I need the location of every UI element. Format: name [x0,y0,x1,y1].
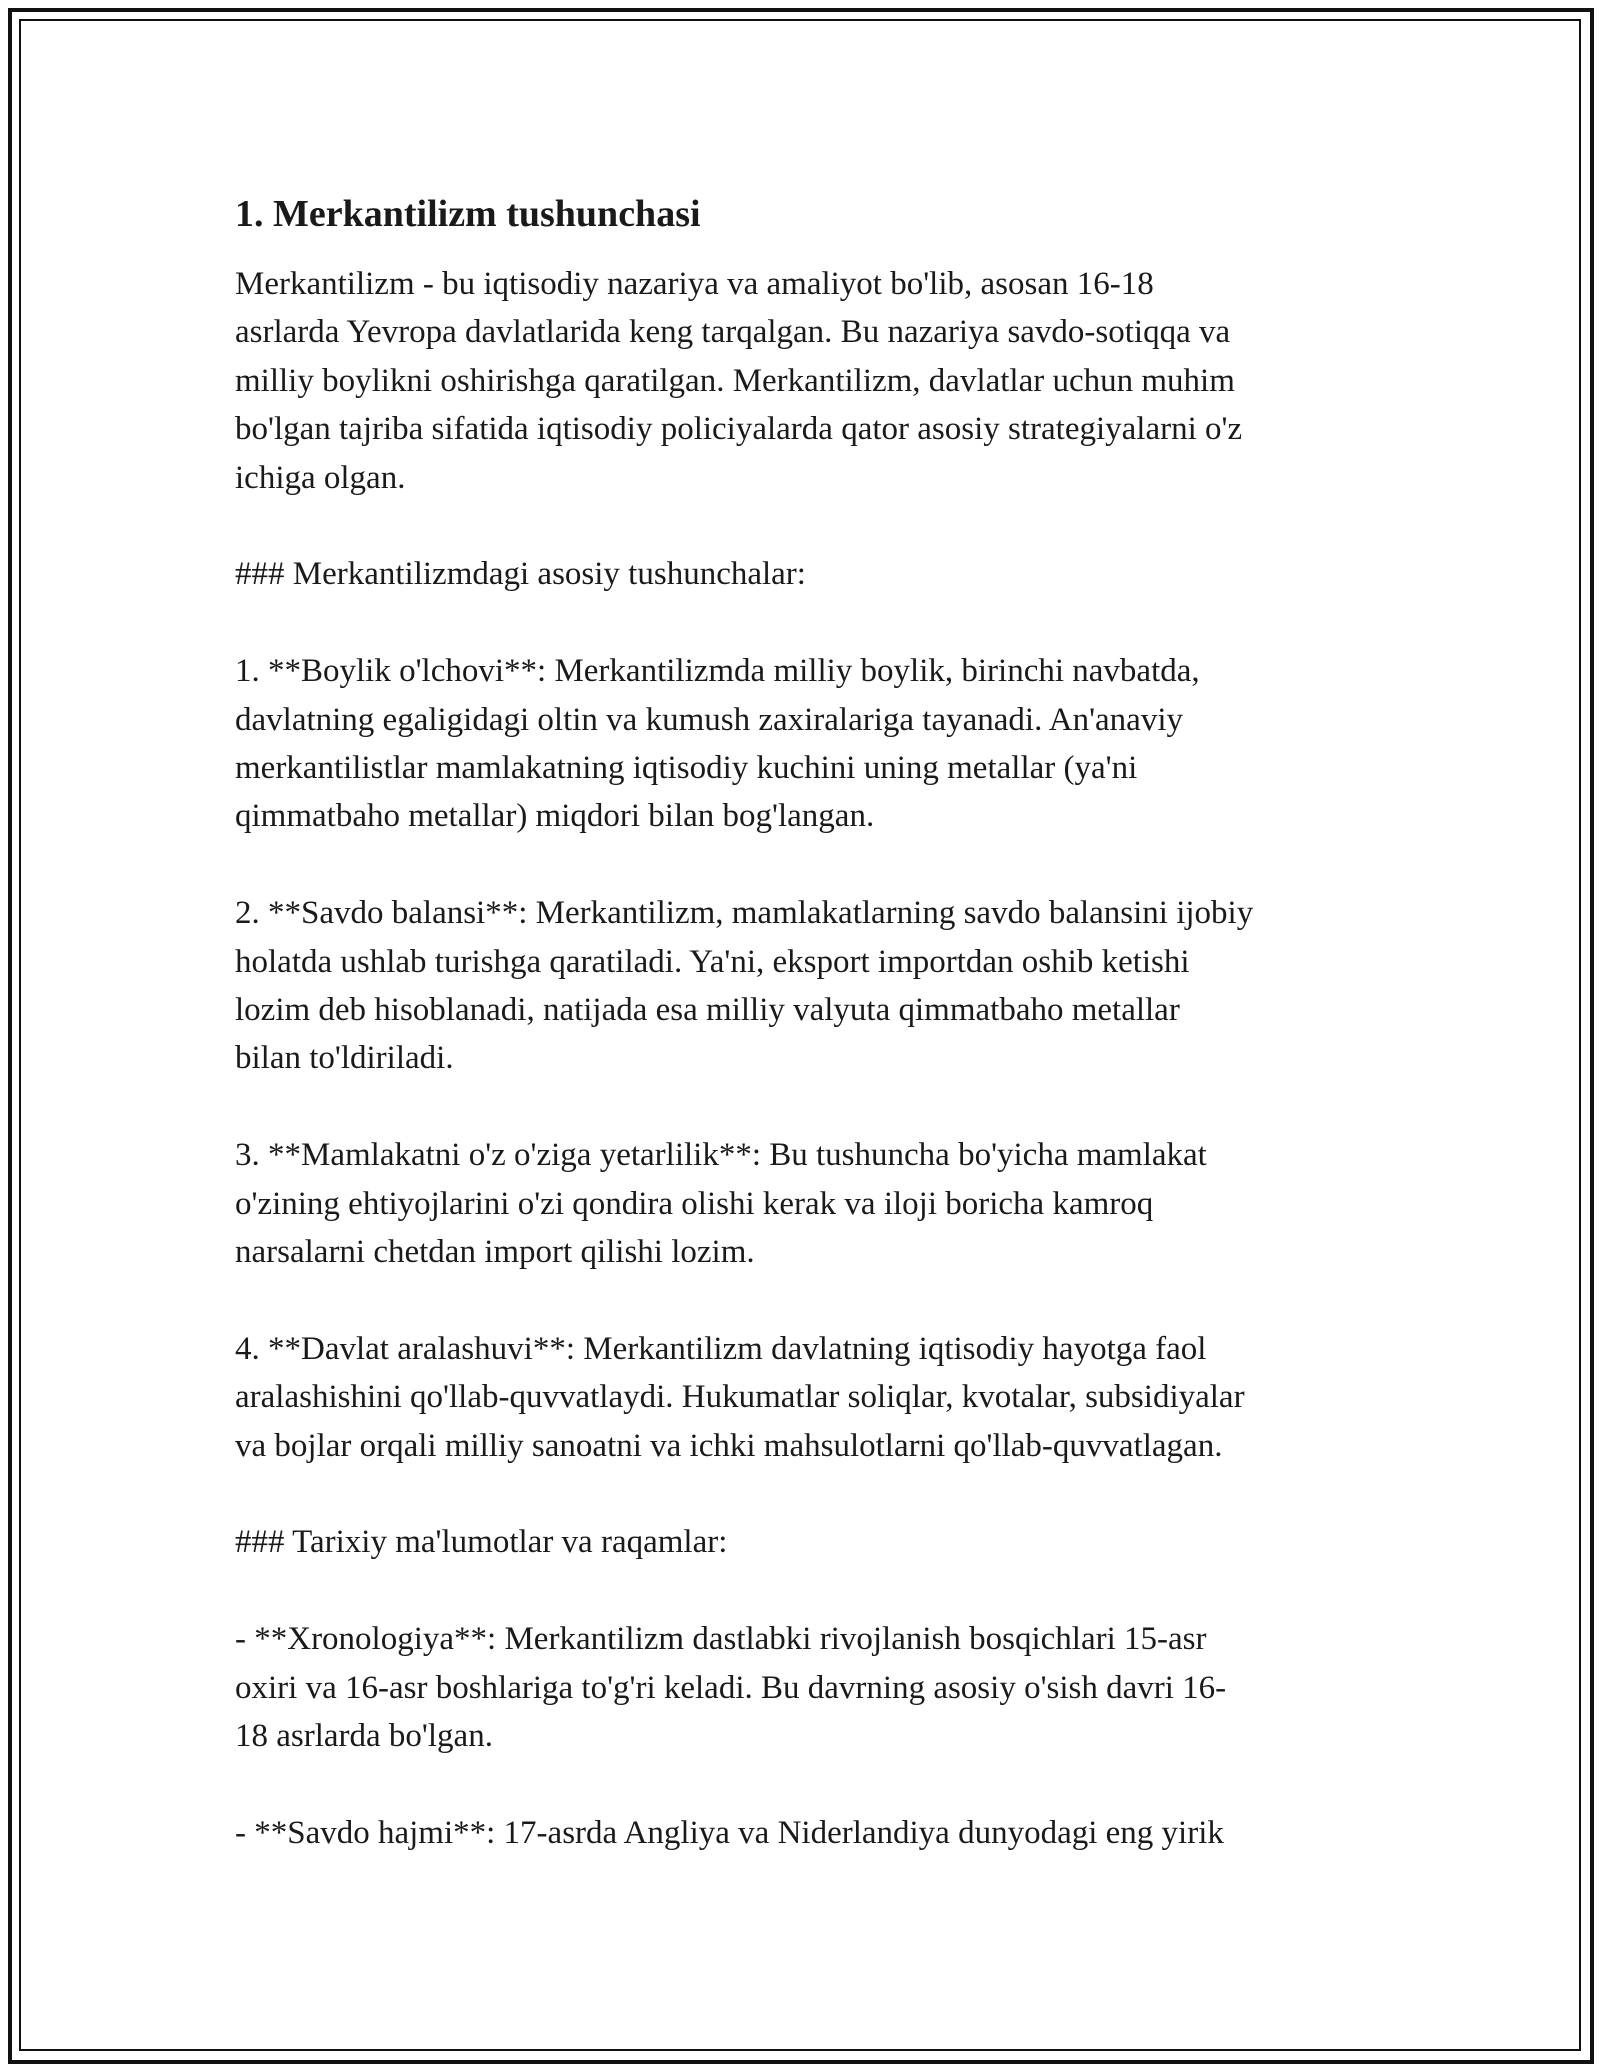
text-line: 2. **Savdo balansi**: Merkantilizm, mamlakatlarning savdo balansini ijobiy [235,895,1254,932]
paragraph [235,647,1385,841]
paragraph-gap [235,1276,1385,1324]
text-line: va bojlar orqali milliy sanoatni va ichki mahsulotlarni qo'llab-quvvatlagan. [235,1427,1223,1464]
paragraph-gap [235,1567,1385,1615]
text-line: 1. **Boylik o'lchovi**: Merkantilizmda milliy boylik, birinchi navbatda, [235,653,1200,690]
text-line: davlatning egaligidagi oltin va kumush zaxiralariga tayanadi. An'anaviy [235,701,1183,738]
paragraph-gap [235,502,1385,550]
text-line: milliy boylikni oshirishga qaratilgan. Merkantilizm, davlatlar uchun muhim [235,362,1235,399]
document-blocks [235,260,1385,1857]
text-line: bo'lgan tajriba sifatida iqtisodiy policiyalarda qator asosiy strategiyalarni o'z [235,411,1243,448]
text-line: o'zining ehtiyojlarini o'zi qondira olishi kerak va iloji boricha kamroq [235,1185,1154,1222]
text-line: asrlarda Yevropa davlatlarida keng tarqalgan. Bu nazariya savdo-sotiqqa va [235,314,1231,351]
paragraph-gap [235,1470,1385,1518]
text-line: 4. **Davlat aralashuvi**: Merkantilizm davlatning iqtisodiy hayotga faol [235,1330,1207,1367]
paragraph [235,550,1385,598]
text-line: merkantilistlar mamlakatning iqtisodiy kuchini uning metallar (ya'ni [235,750,1138,787]
text-line: oxiri va 16-asr boshlariga to'g'ri keladi. Bu davrning asosiy o'sish davri 16- [235,1669,1227,1706]
text-line: Merkantilizm - bu iqtisodiy nazariya va amaliyot bo'lib, asosan 16-18 [235,266,1154,302]
document-title: 1. Merkantilizm tushunchasi [235,193,701,235]
paragraph [235,1325,1385,1470]
paragraph-gap [235,1083,1385,1131]
text-line: - **Savdo hajmi**: 17-asrda Angliya va Niderlandiya dunyodagi eng yirik [235,1814,1224,1851]
paragraph [235,1131,1385,1276]
paragraph-gap [235,1760,1385,1808]
paragraph [235,1809,1385,1857]
text-line: 18 asrlarda bo'lgan. [235,1718,493,1755]
paragraph [235,1518,1385,1566]
text-line: lozim deb hisoblanadi, natijada esa milliy valyuta qimmatbaho metallar [235,992,1180,1029]
text-line: bilan to'ldiriladi. [235,1040,454,1077]
paragraph [235,889,1385,1083]
text-line: qimmatbaho metallar) miqdori bilan bog'langan. [235,798,875,835]
document-body [235,186,1385,1857]
paragraph [235,1615,1385,1760]
text-line: ### Tarixiy ma'lumotlar va raqamlar: [235,1524,728,1561]
text-line: 3. **Mamlakatni o'z o'ziga yetarlilik**: Bu tushuncha bo'yicha mamlakat [235,1137,1207,1174]
paragraph-gap [235,841,1385,889]
paragraph [235,260,1385,502]
text-line: narsalarni chetdan import qilishi lozim. [235,1234,755,1271]
text-line: ### Merkantilizmdagi asosiy tushunchalar: [235,556,806,593]
paragraph-gap [235,599,1385,647]
text-line: ichiga olgan. [235,459,406,496]
text-line: holatda ushlab turishga qaratiladi. Ya'ni, eksport importdan oshib ketishi [235,943,1190,980]
text-line: - **Xronologiya**: Merkantilizm dastlabki rivojlanish bosqichlari 15-asr [235,1621,1207,1658]
text-line: aralashishini qo'llab-quvvatlaydi. Hukumatlar soliqlar, kvotalar, subsidiyalar [235,1379,1245,1416]
